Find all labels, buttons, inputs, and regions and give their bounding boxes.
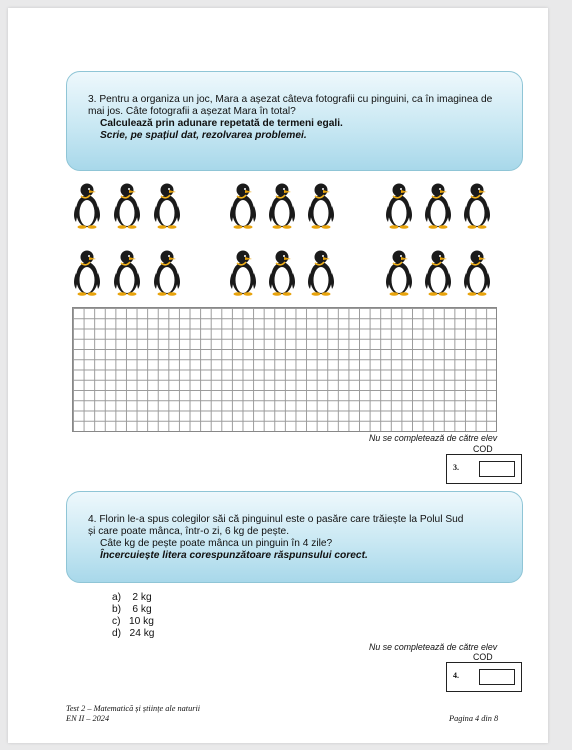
penguin-image	[425, 251, 451, 296]
penguin-image	[114, 184, 140, 229]
score-number: 4.	[453, 671, 459, 680]
penguin-image	[464, 251, 490, 296]
question-3-text	[88, 94, 508, 142]
question-3-line-2: mai jos. Câte fotografii a așezat Mara în total?	[88, 106, 296, 117]
penguin-image	[269, 184, 295, 229]
question-4-line-1: 4. Florin le-a spus colegilor săi că pinguinul este o pasăre care trăiește la Polul Sud	[88, 514, 464, 525]
penguin-image	[154, 184, 180, 229]
teacher-only-note: Nu se completează de către elev	[369, 642, 498, 652]
question-4-line-3: Câte kg de pește poate mânca un pinguin în 4 zile?	[100, 538, 333, 549]
answer-option-d[interactable]: d) 24 kg	[112, 628, 155, 639]
penguin-image	[308, 184, 334, 229]
penguin-image	[230, 184, 256, 229]
score-field[interactable]	[479, 669, 515, 685]
score-number: 3.	[453, 463, 459, 472]
question-4-text	[88, 514, 508, 562]
question-3-instruction-2: Scrie, pe spațiul dat, rezolvarea problemei.	[100, 130, 307, 141]
footer-test-title: Test 2 – Matematică și științe ale naturii	[66, 704, 201, 713]
footer-exam-code: EN II – 2024	[66, 714, 110, 723]
answer-option-b[interactable]: b) 6 kg	[112, 604, 152, 615]
question-3-line-1: 3. Pentru a organiza un joc, Mara a așezat câteva fotografii cu pinguini, ca în imaginea de	[88, 94, 493, 105]
penguin-image	[74, 184, 100, 229]
score-box-3	[446, 454, 522, 484]
question-4-instruction: Încercuiește litera corespunzătoare răspunsului corect.	[100, 550, 368, 561]
answer-grid[interactable]	[72, 307, 497, 432]
question-3-instruction: Calculează prin adunare repetată de termeni egali.	[100, 118, 343, 129]
answer-options	[112, 592, 154, 640]
answer-option-c[interactable]: c) 10 kg	[112, 616, 154, 627]
cod-label: COD	[473, 444, 493, 454]
penguin-image	[230, 251, 256, 296]
page-number: Pagina 4 din 8	[449, 714, 499, 723]
penguin-image	[114, 251, 140, 296]
penguin-group-row-2	[70, 249, 500, 299]
penguin-image	[308, 251, 334, 296]
penguin-image	[464, 184, 490, 229]
score-box-4	[446, 662, 522, 692]
penguin-image	[386, 184, 412, 229]
penguin-group-row-1	[70, 182, 500, 232]
penguin-image	[425, 184, 451, 229]
penguin-image	[386, 251, 412, 296]
teacher-only-note: Nu se completează de către elev	[369, 433, 498, 443]
question-4-line-2: și care poate mânca, într-o zi, 6 kg de pește.	[88, 526, 290, 537]
penguin-image	[74, 251, 100, 296]
score-field[interactable]	[479, 461, 515, 477]
penguin-image	[269, 251, 295, 296]
penguin-image	[154, 251, 180, 296]
cod-label: COD	[473, 652, 493, 662]
answer-option-a[interactable]: a) 2 kg	[112, 592, 152, 603]
